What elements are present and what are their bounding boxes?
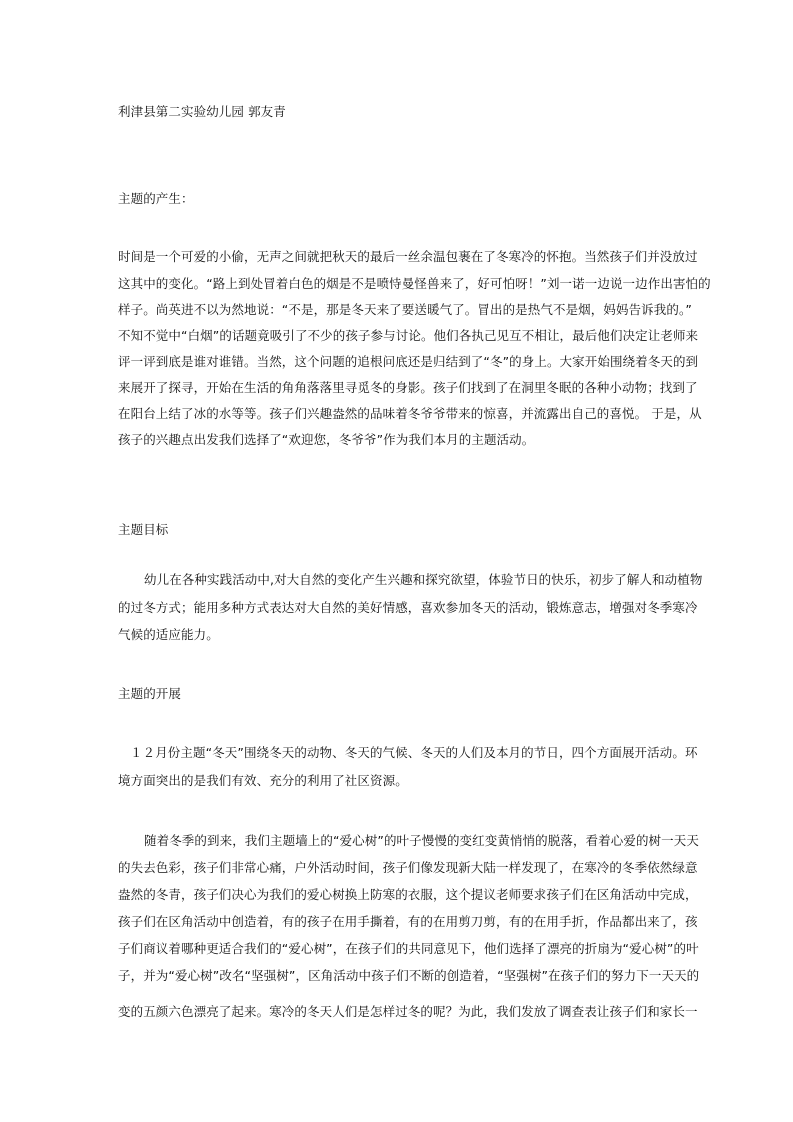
- author-line: 利津县第二实验幼儿园 郭友青: [118, 104, 286, 119]
- body-line: 孩子们在区角活动中创造着，有的孩子在用手撕着，有的在用剪刀剪，有的在用手折，作品都出来了，孩: [118, 914, 698, 929]
- body-line: 子们商议着哪种更适合我们的“爱心树”，在孩子们的共同意见下，他们选择了漂亮的折扇为“爱心树”的叶: [118, 941, 699, 956]
- body-line: 不知不觉中“白烟”的话题竟吸引了不少的孩子参与讨论。他们各执己见互不相让，最后他们决定让老师来: [118, 328, 699, 343]
- body-line: 的过冬方式；能用多种方式表达对大自然的美好情感，喜欢参加冬天的活动，锻炼意志，增强对冬季寒冷: [118, 600, 698, 615]
- body-line: 盎然的冬青，孩子们决心为我们的爱心树换上防寒的衣服，这个提议老师要求孩子们在区角活动中完成，: [118, 887, 698, 902]
- body-line: 幼儿在各种实践活动中,对大自然的变化产生兴趣和探究欲望，体验节日的快乐，初步了解人和动植物: [144, 572, 703, 587]
- body-line: 变的五颜六色漂亮了起来。寒冷的冬天人们是怎样过冬的呢？为此，我们发放了调查表让孩子们和家长一: [118, 1004, 698, 1019]
- body-line: 的失去色彩，孩子们非常心痛，户外活动时间，孩子们像发现新大陆一样发现了，在寒冷的冬季依然绿意: [118, 860, 698, 875]
- body-line: 在阳台上结了冰的水等等。孩子们兴趣盎然的品味着冬爷爷带来的惊喜，并流露出自己的喜悦。 于是，从: [118, 406, 702, 421]
- body-line: 这其中的变化。“路上到处冒着白色的烟是不是喷恃曼怪兽来了，好可怕呀！”刘一诺一边说一边作出害怕的: [118, 276, 711, 291]
- body-line: 子，并为“爱心树”改名“坚强树”，区角活动中孩子们不断的创造着，“坚强树”在孩子们的努力下一天天的: [118, 968, 700, 983]
- body-line: 样子。尚英进不以为然地说：“不是，那是冬天来了要送暖气了。冒出的是热气不是烟，妈妈告诉我的。”: [118, 302, 692, 317]
- section-heading-development: 主题的开展: [118, 686, 182, 701]
- body-line: 时间是一个可爱的小偷，无声之间就把秋天的最后一丝余温包裹在了冬寒冷的怀抱。当然孩子们并没放过: [118, 249, 698, 264]
- body-line: １２月份主题“冬天”围绕冬天的动物、冬天的气候、冬天的人们及本月的节日，四个方面展开活动。环: [130, 745, 698, 760]
- body-line: 境方面突出的是我们有效、充分的利用了社区资源。: [118, 773, 408, 788]
- section-heading-goals: 主题目标: [118, 522, 169, 537]
- body-line: 气候的适应能力。: [118, 627, 219, 642]
- section-heading-origin: 主题的产生：: [118, 191, 194, 206]
- body-line: 孩子的兴趣点出发我们选择了“欢迎您，冬爷爷”作为我们本月的主题活动。: [118, 432, 535, 447]
- body-line: 来展开了探寻，开始在生活的角角落落里寻觅冬的身影。孩子们找到了在洞里冬眠的各种小动物；找到了: [118, 380, 698, 395]
- body-line: 随着冬季的到来，我们主题墙上的“爱心树”的叶子慢慢的变红变黄悄悄的脱落，看着心爱的树一天天: [144, 833, 699, 848]
- body-line: 评一评到底是谁对谁错。当然，这个问题的追根问底还是归结到了“冬”的身上。大家开始围绕着冬天的到: [118, 354, 699, 369]
